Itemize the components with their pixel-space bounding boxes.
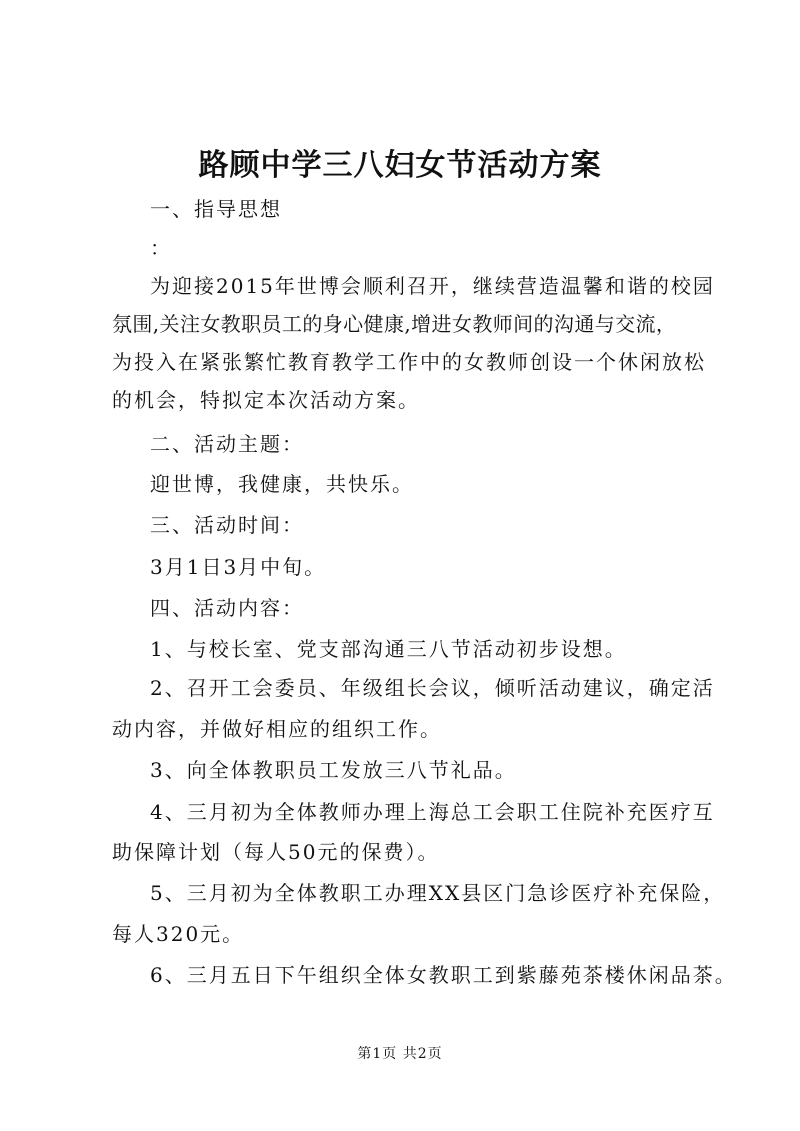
paragraph-line: 迎世博，我健康，共快乐。 [150,472,414,496]
section-heading-time: 三、活动时间： [150,513,304,537]
list-item: 2、召开工会委员、年级组长会议，倾听活动建议，确定活 [150,676,715,700]
section-heading-content: 四、活动内容： [150,596,304,620]
paragraph-line: 为投入在紧张繁忙教育教学工作中的女教师创设一个休闲放松 [112,350,706,374]
list-item-continuation: 助保障计划（每人50元的保费）。 [112,840,440,864]
page-footer: 第1页 共2页 [357,1046,443,1062]
list-item: 1、与校长室、党支部沟通三八节活动初步设想。 [150,637,627,661]
paragraph-line: 为迎接2015年世博会顺利召开，继续营造温馨和谐的校园 [150,274,715,298]
paragraph-line: ： [150,236,172,260]
section-heading-theme: 二、活动主题： [150,432,304,456]
section-heading-guiding-thought: 一、指导思想 [150,197,282,221]
list-item-continuation: 动内容，并做好相应的组织工作。 [112,717,442,741]
list-item: 5、三月初为全体教职工办理XX县区门急诊医疗补充保险， [150,881,726,905]
paragraph-line: 3月1日3月中旬。 [150,555,327,579]
list-item-continuation: 每人320元。 [112,922,245,946]
document-title: 路顾中学三八妇女节活动方案 [198,148,602,183]
paragraph-line: 的机会，特拟定本次活动方案。 [112,388,420,412]
list-item: 4、三月初为全体教师办理上海总工会职工住院补充医疗互 [150,800,715,824]
list-item: 3、向全体教职员工发放三八节礼品。 [150,758,517,782]
paragraph-line: 氛围,关注女教职员工的身心健康,增进女教师间的沟通与交流， [112,312,677,336]
list-item: 6、三月五日下午组织全体女教职工到紫藤苑茶楼休闲品茶。 [150,963,737,987]
